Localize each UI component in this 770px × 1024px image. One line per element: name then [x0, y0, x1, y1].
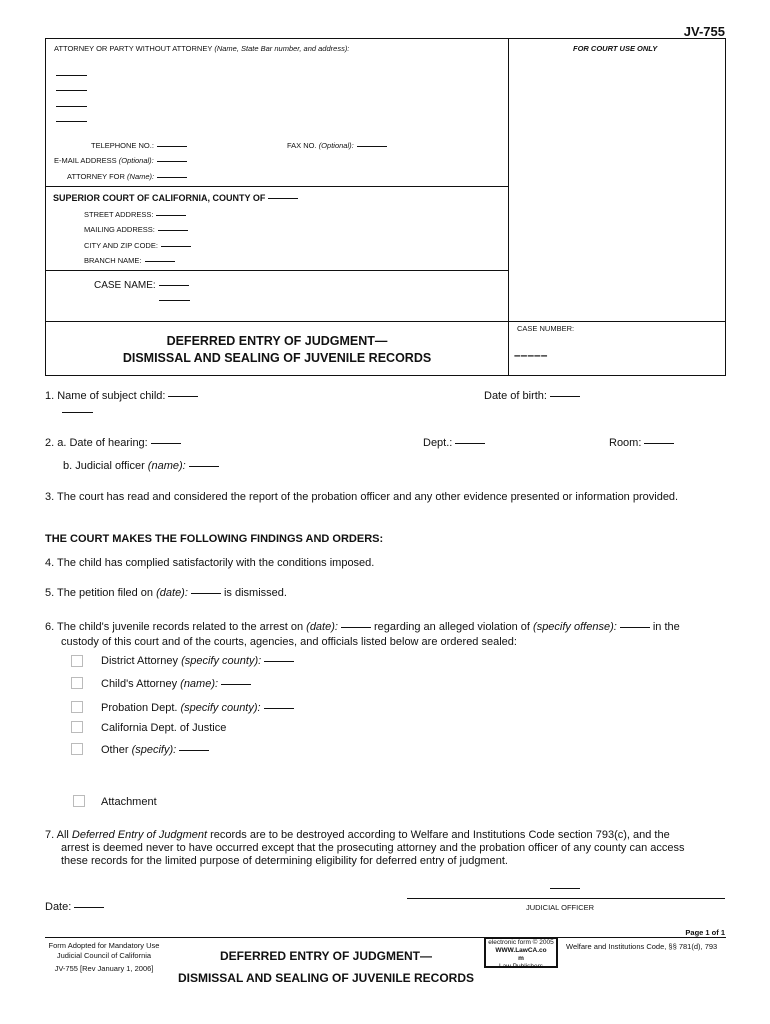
dept-field[interactable]: Dept.:	[423, 437, 485, 449]
title-divider	[45, 321, 726, 322]
case-number-value[interactable]: –––––	[514, 348, 548, 362]
room-field[interactable]: Room:	[609, 437, 674, 449]
subject-child-field[interactable]: 1. Name of subject child:	[45, 390, 198, 402]
date-of-birth-field[interactable]: Date of birth:	[484, 390, 580, 402]
other-option[interactable]: Other (specify):	[101, 744, 209, 756]
lawca-logo: electronic form © 2005 WWW.LawCA.co m Law Publishers	[484, 937, 558, 968]
date-of-hearing-field[interactable]: 2. a. Date of hearing:	[45, 437, 181, 449]
form-number: JV-755	[683, 24, 725, 39]
attorney-address-line-2[interactable]	[56, 106, 87, 107]
item-7-line-3: these records for the limited purpose of determining eligibility for deferred entry of judgment.	[61, 855, 508, 867]
probation-option[interactable]: Probation Dept. (specify county):	[101, 702, 294, 714]
branch-name-field[interactable]: BRANCH NAME:	[84, 256, 175, 265]
subject-child-line-2[interactable]	[62, 412, 93, 413]
court-use-label: FOR COURT USE ONLY	[573, 44, 658, 53]
item-7-text: 7. All Deferred Entry of Judgment records are to be destroyed according to Welfare and Institutions Code section 793(c), and the	[45, 829, 670, 841]
doj-option[interactable]: California Dept. of Justice	[101, 722, 227, 734]
court-county-field[interactable]: SUPERIOR COURT OF CALIFORNIA, COUNTY OF	[53, 193, 298, 203]
case-number-label: CASE NUMBER:	[517, 324, 575, 333]
district-attorney-checkbox[interactable]	[71, 655, 83, 667]
judicial-officer-field[interactable]: b. Judicial officer (name):	[63, 460, 219, 472]
judicial-officer-label: JUDICIAL OFFICER	[526, 903, 595, 912]
probation-checkbox[interactable]	[71, 701, 83, 713]
page-indicator: Page 1 of 1	[685, 928, 725, 937]
childs-attorney-option[interactable]: Child's Attorney (name):	[101, 678, 251, 690]
signature-line[interactable]	[407, 898, 725, 899]
item-5-petition[interactable]: 5. The petition filed on (date): is dismissed.	[45, 587, 287, 599]
fax-field[interactable]: FAX NO. (Optional):	[287, 141, 387, 150]
footer-title: DEFERRED ENTRY OF JUDGMENT— DISMISSAL AND SEALING OF JUVENILE RECORDS	[177, 949, 475, 985]
attorney-label: ATTORNEY OR PARTY WITHOUT ATTORNEY (Name, State Bar number, and address):	[54, 44, 350, 53]
childs-attorney-checkbox[interactable]	[71, 677, 83, 689]
item-6-line-2: custody of this court and of the courts, agencies, and officials listed below are ordered sealed:	[61, 636, 517, 648]
case-name-line-2[interactable]	[159, 300, 190, 301]
item-4-text: 4. The child has complied satisfactorily with the conditions imposed.	[45, 557, 375, 569]
signature-date-field[interactable]: Date:	[45, 901, 104, 913]
telephone-field[interactable]: TELEPHONE NO.:	[91, 141, 187, 150]
attorney-name-line[interactable]	[56, 75, 87, 76]
attachment-option[interactable]: Attachment	[101, 796, 157, 808]
caption-frame	[45, 38, 726, 376]
street-address-field[interactable]: STREET ADDRESS:	[84, 210, 186, 219]
district-attorney-option[interactable]: District Attorney (specify county):	[101, 655, 294, 667]
case-name-field[interactable]: CASE NAME:	[94, 280, 189, 291]
city-zip-field[interactable]: CITY AND ZIP CODE:	[84, 241, 191, 250]
email-field[interactable]: E-MAIL ADDRESS (Optional):	[54, 156, 187, 165]
court-casename-divider	[45, 270, 509, 271]
footer-rule	[45, 937, 726, 938]
form-title: DEFERRED ENTRY OF JUDGMENT— DISMISSAL AND SEALING OF JUVENILE RECORDS	[122, 334, 432, 365]
judicial-officer-name-line[interactable]	[550, 888, 580, 889]
item-7-line-2: arrest is deemed never to have occurred except that the prosecuting attorney and the probation officer of any county can access	[61, 842, 685, 854]
form-adoption-info: Form Adopted for Mandatory Use Judicial Council of California JV-755 [Rev January 1, 2006]	[48, 941, 160, 973]
attorney-court-divider	[45, 186, 509, 187]
other-checkbox[interactable]	[71, 743, 83, 755]
caption-divider	[508, 38, 509, 376]
mailing-address-field[interactable]: MAILING ADDRESS:	[84, 225, 188, 234]
code-reference: Welfare and Institutions Code, §§ 781(d), 793	[566, 942, 718, 951]
item-3-text: 3. The court has read and considered the report of the probation officer and any other evidence presented or information provided.	[45, 491, 679, 503]
attorney-address-line-1[interactable]	[56, 90, 87, 91]
attorney-address-line-3[interactable]	[56, 121, 87, 122]
findings-heading: THE COURT MAKES THE FOLLOWING FINDINGS AND ORDERS:	[45, 533, 384, 545]
attachment-checkbox[interactable]	[73, 795, 85, 807]
item-6-records[interactable]: 6. The child's juvenile records related to the arrest on (date): regarding an alleged violation of (specify offense): in the	[45, 621, 680, 633]
doj-checkbox[interactable]	[71, 721, 83, 733]
attorney-for-field[interactable]: ATTORNEY FOR (Name):	[67, 172, 187, 181]
